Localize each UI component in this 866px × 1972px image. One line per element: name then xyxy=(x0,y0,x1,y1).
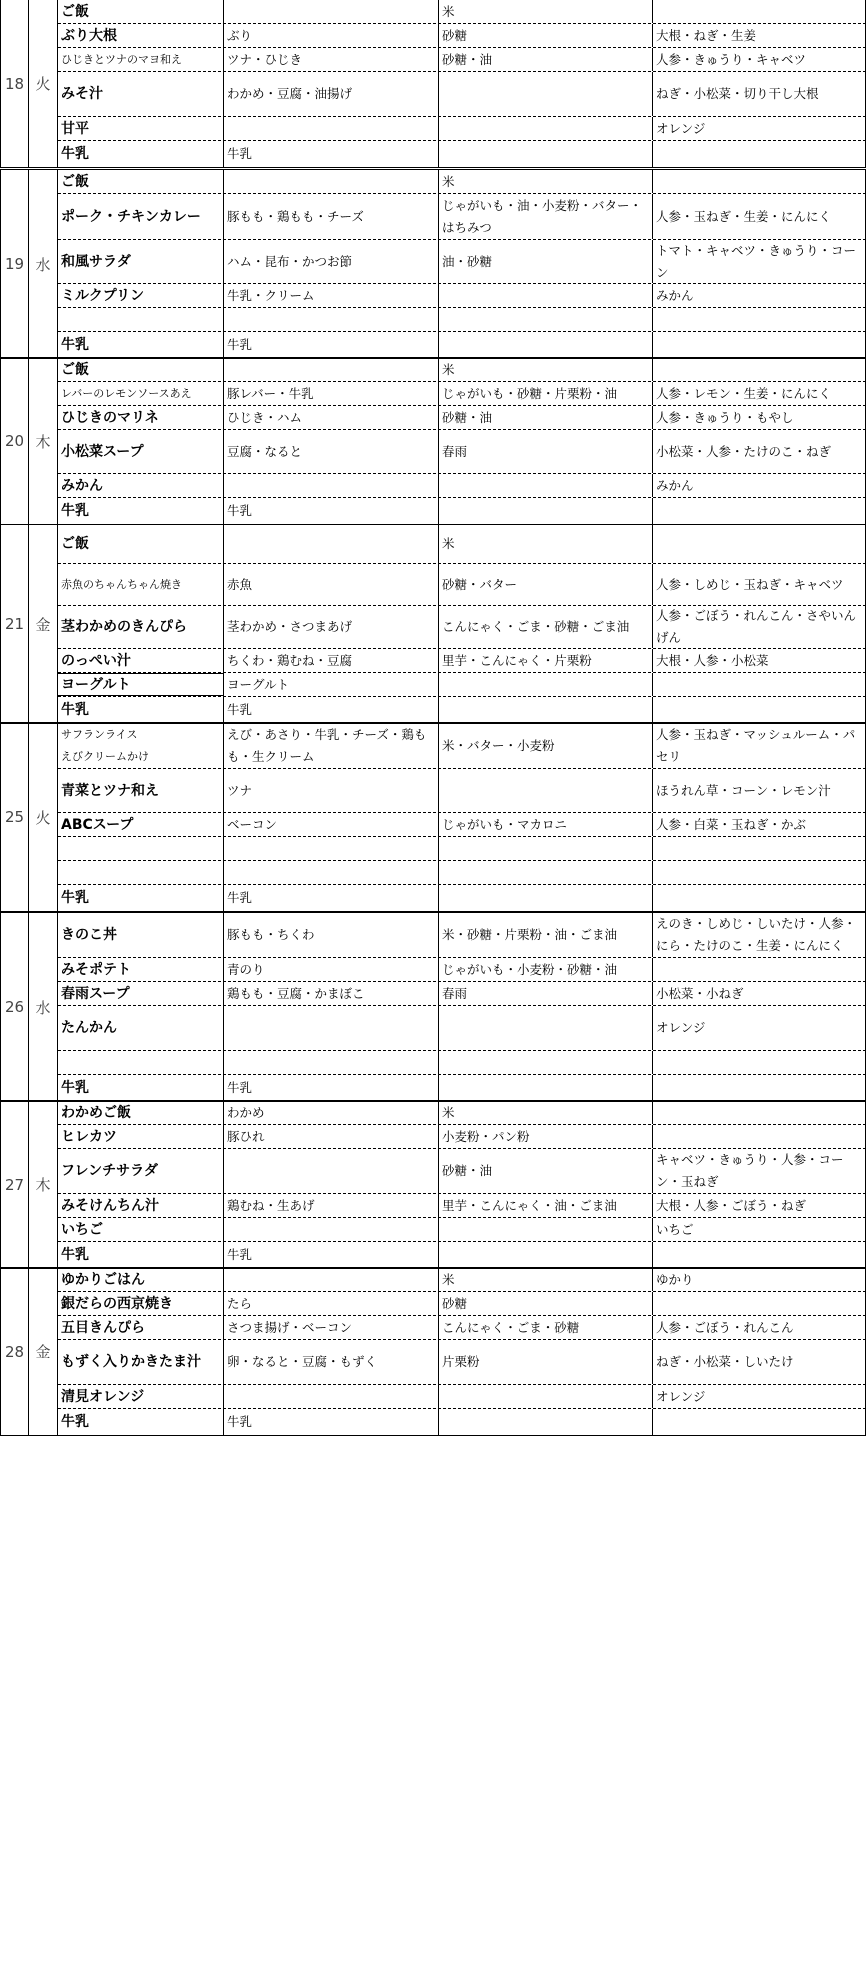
menu-row xyxy=(58,1006,866,1051)
red-group-foods: 鶏もも・豆腐・かまぼこ xyxy=(224,982,439,1005)
yellow-group-foods: 砂糖・バター xyxy=(439,564,653,605)
green-group-foods xyxy=(653,141,866,167)
yellow-group-foods xyxy=(439,1075,653,1101)
green-group-foods xyxy=(653,1242,866,1268)
red-group-foods: たら xyxy=(224,1292,439,1315)
red-group-foods xyxy=(224,170,439,193)
weekday-cell: 火 xyxy=(29,0,58,167)
dish-name: ご飯 xyxy=(58,358,224,381)
green-group-foods: 人参・レモン・生姜・にんにく xyxy=(653,382,866,405)
menu-row xyxy=(58,1340,866,1385)
yellow-group-foods: じゃがいも・砂糖・片栗粉・油 xyxy=(439,382,653,405)
yellow-group-foods: こんにゃく・ごま・砂糖・ごま油 xyxy=(439,606,653,648)
yellow-group-foods: 小麦粉・パン粉 xyxy=(439,1125,653,1148)
yellow-group-foods xyxy=(439,1051,653,1074)
yellow-group-foods xyxy=(439,1006,653,1050)
dish-name: ヒレカツ xyxy=(58,1125,224,1148)
red-group-foods: 青のり xyxy=(224,958,439,981)
weekday-cell: 金 xyxy=(29,1268,58,1435)
red-group-foods: ツナ xyxy=(224,769,439,812)
red-group-foods: ベーコン xyxy=(224,813,439,836)
dish-name: ひじきのマリネ xyxy=(58,406,224,429)
green-group-foods: オレンジ xyxy=(653,1385,866,1408)
menu-row xyxy=(58,358,866,382)
red-group-foods xyxy=(224,117,439,140)
menu-row xyxy=(58,284,866,308)
menu-row xyxy=(58,194,866,240)
green-group-foods: オレンジ xyxy=(653,1006,866,1050)
dish-name: ご飯 xyxy=(58,0,224,23)
dish-name: 牛乳 xyxy=(58,1075,224,1101)
yellow-group-foods xyxy=(439,141,653,167)
red-group-foods xyxy=(224,1051,439,1074)
date-cell: 18 xyxy=(0,0,29,167)
green-group-foods: ねぎ・小松菜・しいたけ xyxy=(653,1340,866,1384)
red-group-foods: 牛乳 xyxy=(224,885,439,911)
menu-row xyxy=(58,332,866,358)
dish-name: 清見オレンジ xyxy=(58,1385,224,1408)
yellow-group-foods xyxy=(439,72,653,116)
green-group-foods: 人参・玉ねぎ・マッシュルーム・パセリ xyxy=(653,723,866,768)
red-group-foods: わかめ・豆腐・油揚げ xyxy=(224,72,439,116)
yellow-group-foods xyxy=(439,332,653,358)
green-group-foods xyxy=(653,0,866,23)
red-group-foods: ひじき・ハム xyxy=(224,406,439,429)
dish-name xyxy=(58,308,224,331)
green-group-foods: 小松菜・人参・たけのこ・ねぎ xyxy=(653,430,866,473)
red-group-foods: 豚ひれ xyxy=(224,1125,439,1148)
yellow-group-foods: 米 xyxy=(439,170,653,193)
yellow-group-foods: 米 xyxy=(439,1101,653,1124)
weekday-cell: 金 xyxy=(29,525,58,723)
dish-name: 五目きんぴら xyxy=(58,1316,224,1339)
red-group-foods: 牛乳 xyxy=(224,332,439,358)
weekday-cell: 火 xyxy=(29,723,58,911)
dish-name: 牛乳 xyxy=(58,498,224,524)
red-group-foods: 鶏むね・生あげ xyxy=(224,1194,439,1217)
red-group-foods xyxy=(224,1268,439,1291)
yellow-group-foods xyxy=(439,1242,653,1268)
green-group-foods: キャベツ・きゅうり・人参・コーン・玉ねぎ xyxy=(653,1149,866,1193)
green-group-foods xyxy=(653,358,866,381)
red-group-foods: わかめ xyxy=(224,1101,439,1124)
green-group-foods xyxy=(653,1409,866,1435)
red-group-foods xyxy=(224,837,439,860)
red-group-foods xyxy=(224,1218,439,1241)
menu-row xyxy=(58,498,866,524)
dish-name: レバーのレモンソースあえ xyxy=(58,382,224,405)
red-group-foods: 牛乳・クリーム xyxy=(224,284,439,307)
menu-row xyxy=(58,430,866,474)
yellow-group-foods: 米・砂糖・片栗粉・油・ごま油 xyxy=(439,913,653,957)
green-group-foods xyxy=(653,673,866,696)
green-group-foods xyxy=(653,1051,866,1074)
green-group-foods xyxy=(653,525,866,563)
dish-name: 牛乳 xyxy=(58,332,224,358)
yellow-group-foods xyxy=(439,697,653,723)
menu-row xyxy=(58,564,866,606)
menu-row xyxy=(58,697,866,723)
green-group-foods: いちご xyxy=(653,1218,866,1241)
day-block xyxy=(0,912,866,1102)
green-group-foods: みかん xyxy=(653,474,866,497)
menu-row xyxy=(58,1194,866,1218)
dish-name: 牛乳 xyxy=(58,697,224,723)
menu-row xyxy=(58,0,866,24)
yellow-group-foods: こんにゃく・ごま・砂糖 xyxy=(439,1316,653,1339)
green-group-foods xyxy=(653,837,866,860)
menu-row xyxy=(58,769,866,813)
red-group-foods: 豚もも・ちくわ xyxy=(224,913,439,957)
dish-name: 牛乳 xyxy=(58,1242,224,1268)
dish-name: 和風サラダ xyxy=(58,240,224,283)
menu-row xyxy=(58,406,866,430)
yellow-group-foods xyxy=(439,861,653,884)
green-group-foods: 大根・人参・ごぼう・ねぎ xyxy=(653,1194,866,1217)
dish-name: もずく入りかきたま汁 xyxy=(58,1340,224,1384)
yellow-group-foods xyxy=(439,1409,653,1435)
date-cell: 25 xyxy=(0,723,29,911)
menu-row xyxy=(58,913,866,958)
day-block xyxy=(0,357,866,525)
dish-name: のっぺい汁 xyxy=(58,649,224,672)
red-group-foods: 牛乳 xyxy=(224,498,439,524)
date-cell: 20 xyxy=(0,358,29,524)
dish-name: ぶり大根 xyxy=(58,24,224,47)
green-group-foods: ねぎ・小松菜・切り干し大根 xyxy=(653,72,866,116)
red-group-foods: 豚もも・鶏もも・チーズ xyxy=(224,194,439,239)
menu-row xyxy=(58,24,866,48)
dish-name: わかめご飯 xyxy=(58,1101,224,1124)
green-group-foods xyxy=(653,697,866,723)
dish-name: ヨーグルト xyxy=(58,673,224,696)
red-group-foods: 豚レバー・牛乳 xyxy=(224,382,439,405)
red-group-foods xyxy=(224,474,439,497)
green-group-foods xyxy=(653,498,866,524)
yellow-group-foods: じゃがいも・小麦粉・砂糖・油 xyxy=(439,958,653,981)
menu-row xyxy=(58,308,866,332)
dish-name: ご飯 xyxy=(58,170,224,193)
dish-name: 牛乳 xyxy=(58,885,224,911)
weekday-cell: 水 xyxy=(29,170,58,358)
yellow-group-foods: 春雨 xyxy=(439,982,653,1005)
green-group-foods: ゆかり xyxy=(653,1268,866,1291)
green-group-foods xyxy=(653,958,866,981)
weekday-cell: 木 xyxy=(29,358,58,524)
red-group-foods: 豆腐・なると xyxy=(224,430,439,473)
menu-row xyxy=(58,382,866,406)
menu-row xyxy=(58,861,866,885)
red-group-foods: 茎わかめ・さつまあげ xyxy=(224,606,439,648)
dish-name: 牛乳 xyxy=(58,1409,224,1435)
green-group-foods xyxy=(653,1125,866,1148)
yellow-group-foods: 米 xyxy=(439,1268,653,1291)
menu-row xyxy=(58,117,866,141)
red-group-foods xyxy=(224,1149,439,1193)
yellow-group-foods: じゃがいも・マカロニ xyxy=(439,813,653,836)
dish-name: みそ汁 xyxy=(58,72,224,116)
green-group-foods xyxy=(653,1075,866,1101)
yellow-group-foods xyxy=(439,673,653,696)
red-group-foods xyxy=(224,358,439,381)
menu-row xyxy=(58,141,866,167)
yellow-group-foods: 砂糖 xyxy=(439,1292,653,1315)
menu-row xyxy=(58,813,866,837)
menu-row xyxy=(58,1149,866,1194)
menu-row xyxy=(58,1101,866,1125)
date-cell: 28 xyxy=(0,1268,29,1435)
dish-name: 銀だらの西京焼き xyxy=(58,1292,224,1315)
day-block xyxy=(0,722,866,912)
green-group-foods: 大根・人参・小松菜 xyxy=(653,649,866,672)
dish-name xyxy=(58,837,224,860)
menu-row xyxy=(58,1051,866,1075)
red-group-foods: ちくわ・鶏むね・豆腐 xyxy=(224,649,439,672)
yellow-group-foods xyxy=(439,769,653,812)
yellow-group-foods: 米 xyxy=(439,0,653,23)
yellow-group-foods: 春雨 xyxy=(439,430,653,473)
red-group-foods xyxy=(224,1006,439,1050)
yellow-group-foods: 片栗粉 xyxy=(439,1340,653,1384)
yellow-group-foods xyxy=(439,1218,653,1241)
yellow-group-foods xyxy=(439,117,653,140)
yellow-group-foods xyxy=(439,284,653,307)
red-group-foods xyxy=(224,308,439,331)
green-group-foods: 人参・ごぼう・れんこん・さやいんげん xyxy=(653,606,866,648)
dish-name: ゆかりごはん xyxy=(58,1268,224,1291)
yellow-group-foods xyxy=(439,308,653,331)
green-group-foods: オレンジ xyxy=(653,117,866,140)
date-cell: 27 xyxy=(0,1101,29,1268)
menu-row xyxy=(58,1268,866,1292)
menu-row xyxy=(58,72,866,117)
yellow-group-foods: 砂糖・油 xyxy=(439,406,653,429)
red-group-foods: ハム・昆布・かつお節 xyxy=(224,240,439,283)
date-cell: 19 xyxy=(0,170,29,358)
red-group-foods: 牛乳 xyxy=(224,1075,439,1101)
yellow-group-foods xyxy=(439,498,653,524)
dish-name xyxy=(58,1051,224,1074)
dish-name: 春雨スープ xyxy=(58,982,224,1005)
dish-name: ミルクプリン xyxy=(58,284,224,307)
green-group-foods xyxy=(653,332,866,358)
menu-row xyxy=(58,1385,866,1409)
menu-row xyxy=(58,837,866,861)
menu-row xyxy=(58,1075,866,1101)
red-group-foods: さつま揚げ・ベーコン xyxy=(224,1316,439,1339)
dish-name: みそけんちん汁 xyxy=(58,1194,224,1217)
menu-row xyxy=(58,649,866,673)
yellow-group-foods xyxy=(439,837,653,860)
green-group-foods: ほうれん草・コーン・レモン汁 xyxy=(653,769,866,812)
yellow-group-foods: 油・砂糖 xyxy=(439,240,653,283)
yellow-group-foods: 砂糖・油 xyxy=(439,1149,653,1193)
dish-name: 茎わかめのきんぴら xyxy=(58,606,224,648)
menu-row xyxy=(58,673,866,697)
green-group-foods xyxy=(653,170,866,193)
dish-name: ABCスープ xyxy=(58,813,224,836)
red-group-foods: ツナ・ひじき xyxy=(224,48,439,71)
menu-row xyxy=(58,48,866,72)
green-group-foods xyxy=(653,1292,866,1315)
green-group-foods: 人参・ごぼう・れんこん xyxy=(653,1316,866,1339)
menu-row xyxy=(58,1292,866,1316)
dish-name: 赤魚のちゃんちゃん焼き xyxy=(58,564,224,605)
menu-row xyxy=(58,1316,866,1340)
date-cell: 21 xyxy=(0,525,29,723)
green-group-foods xyxy=(653,308,866,331)
menu-row xyxy=(58,885,866,911)
menu-row xyxy=(58,958,866,982)
green-group-foods: みかん xyxy=(653,284,866,307)
red-group-foods xyxy=(224,525,439,563)
yellow-group-foods: 里芋・こんにゃく・片栗粉 xyxy=(439,649,653,672)
green-group-foods: 人参・玉ねぎ・生姜・にんにく xyxy=(653,194,866,239)
date-cell: 26 xyxy=(0,913,29,1101)
dish-name: 小松菜スープ xyxy=(58,430,224,473)
menu-row xyxy=(58,1218,866,1242)
weekday-cell: 木 xyxy=(29,1101,58,1268)
menu-row xyxy=(58,525,866,564)
green-group-foods: 人参・白菜・玉ねぎ・かぶ xyxy=(653,813,866,836)
green-group-foods: 人参・きゅうり・キャベツ xyxy=(653,48,866,71)
menu-row xyxy=(58,240,866,284)
red-group-foods xyxy=(224,1385,439,1408)
menu-row xyxy=(58,1125,866,1149)
day-block xyxy=(0,169,866,359)
yellow-group-foods: 米・バター・小麦粉 xyxy=(439,723,653,768)
yellow-group-foods xyxy=(439,885,653,911)
green-group-foods: えのき・しめじ・しいたけ・人参・にら・たけのこ・生姜・にんにく xyxy=(653,913,866,957)
dish-name: ひじきとツナのマヨ和え xyxy=(58,48,224,71)
red-group-foods: えび・あさり・牛乳・チーズ・鶏もも・生クリーム xyxy=(224,723,439,768)
red-group-foods: 赤魚 xyxy=(224,564,439,605)
red-group-foods: 牛乳 xyxy=(224,1242,439,1268)
dish-name: たんかん xyxy=(58,1006,224,1050)
green-group-foods xyxy=(653,861,866,884)
yellow-group-foods xyxy=(439,1385,653,1408)
dish-name: フレンチサラダ xyxy=(58,1149,224,1193)
day-block xyxy=(0,0,866,168)
yellow-group-foods xyxy=(439,474,653,497)
dish-name: みかん xyxy=(58,474,224,497)
red-group-foods: ヨーグルト xyxy=(224,673,439,696)
dish-name: サフランライス えびクリームかけ xyxy=(58,723,224,768)
dish-name: ご飯 xyxy=(58,525,224,563)
menu-row xyxy=(58,170,866,194)
dish-name: いちご xyxy=(58,1218,224,1241)
dish-name: 牛乳 xyxy=(58,141,224,167)
red-group-foods: ぶり xyxy=(224,24,439,47)
red-group-foods xyxy=(224,861,439,884)
red-group-foods xyxy=(224,0,439,23)
yellow-group-foods: 砂糖 xyxy=(439,24,653,47)
red-group-foods: 卵・なると・豆腐・もずく xyxy=(224,1340,439,1384)
green-group-foods: 人参・きゅうり・もやし xyxy=(653,406,866,429)
yellow-group-foods: じゃがいも・油・小麦粉・バター・はちみつ xyxy=(439,194,653,239)
green-group-foods: 小松菜・小ねぎ xyxy=(653,982,866,1005)
menu-row xyxy=(58,606,866,649)
yellow-group-foods: 米 xyxy=(439,525,653,563)
red-group-foods: 牛乳 xyxy=(224,1409,439,1435)
menu-row xyxy=(58,982,866,1006)
day-block xyxy=(0,1100,866,1269)
yellow-group-foods: 砂糖・油 xyxy=(439,48,653,71)
green-group-foods xyxy=(653,1101,866,1124)
menu-row xyxy=(58,1409,866,1435)
menu-row xyxy=(58,474,866,498)
menu-row xyxy=(58,723,866,769)
day-block xyxy=(0,1267,866,1436)
dish-name: ポーク・チキンカレー xyxy=(58,194,224,239)
menu-row xyxy=(58,1242,866,1268)
weekday-cell: 水 xyxy=(29,913,58,1101)
green-group-foods: トマト・キャベツ・きゅうり・コーン xyxy=(653,240,866,283)
green-group-foods: 大根・ねぎ・生姜 xyxy=(653,24,866,47)
green-group-foods: 人参・しめじ・玉ねぎ・キャベツ xyxy=(653,564,866,605)
dish-name xyxy=(58,861,224,884)
red-group-foods: 牛乳 xyxy=(224,141,439,167)
dish-name: 青菜とツナ和え xyxy=(58,769,224,812)
yellow-group-foods: 米 xyxy=(439,358,653,381)
dish-name: きのこ丼 xyxy=(58,913,224,957)
yellow-group-foods: 里芋・こんにゃく・油・ごま油 xyxy=(439,1194,653,1217)
day-block xyxy=(0,524,866,724)
red-group-foods: 牛乳 xyxy=(224,697,439,723)
green-group-foods xyxy=(653,885,866,911)
dish-name: 甘平 xyxy=(58,117,224,140)
dish-name: みそポテト xyxy=(58,958,224,981)
